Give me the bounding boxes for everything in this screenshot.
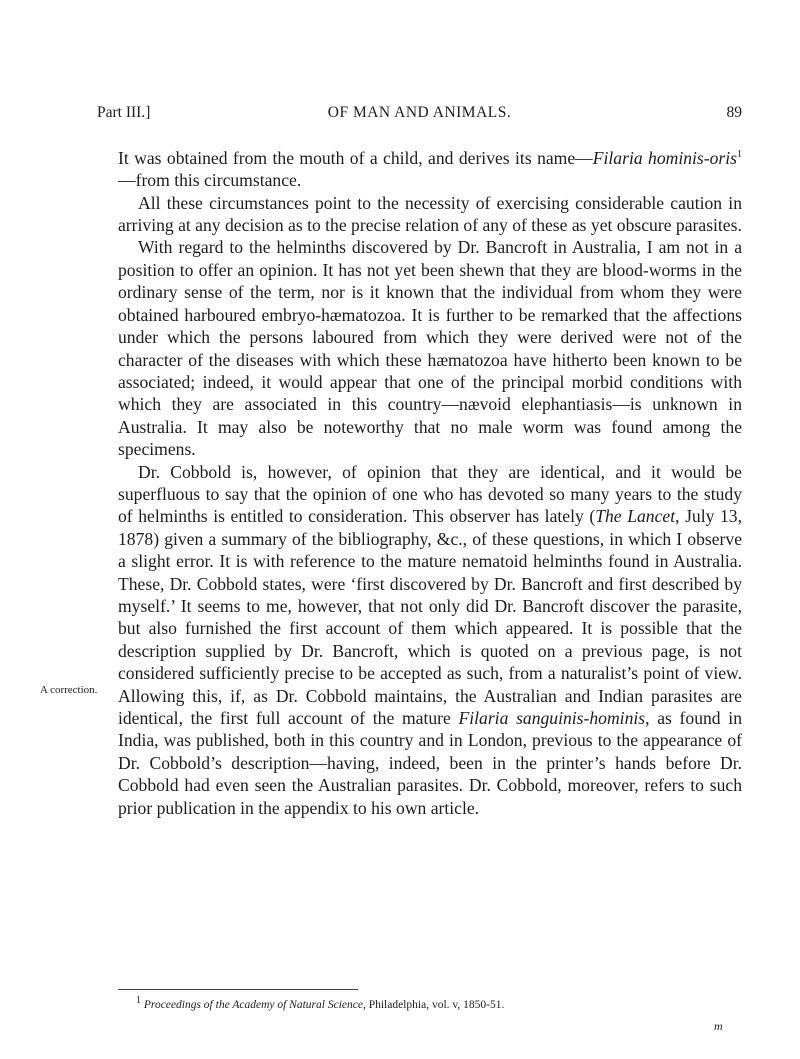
text-segment: , Philadelphia, vol. v, 1850-51. <box>362 998 505 1011</box>
footnote-text <box>144 999 505 1011</box>
paragraph <box>118 144 742 192</box>
signature-mark: m <box>714 1019 723 1033</box>
text-segment: All these circumstances point to the necessity of exercising considerable caution in arriving at any decision as to the precise relation of any of these as yet obscure parasites. <box>118 192 742 236</box>
italic-text: Filaria sanguinis-hominis <box>458 708 646 729</box>
text-segment: Dr. Cobbold is, however, of opinion that they are identical, and it would be superfluous to say that the opinion of one who has devoted so many years to the study of helminths is entitled to consideration. This observer has lately ( <box>118 461 742 527</box>
italic-text: The Lancet <box>595 506 676 527</box>
text-segment: —from this circumstance. <box>118 170 302 191</box>
footnote-rule <box>118 989 358 990</box>
running-header <box>97 104 742 128</box>
paragraph <box>118 192 742 237</box>
margin-note: A correction. <box>40 684 98 696</box>
text-segment: It was obtained from the mouth of a child, and derives its name— <box>118 147 593 168</box>
footnote-reference: 1 <box>737 149 742 160</box>
paragraph <box>118 461 742 820</box>
text-segment: , July 13, 1878) given a summary of the bibliography, &c., of these questions, in which I observe a slight error. It is with reference to the mature nematoid helminths found in Australia. These, Dr. Cobbold states, were ‘first discovered by Dr. Bancroft and first described by myself.’ It seems to me, however, that not only did Dr. Bancroft discover the parasite, but also furnished the first account of them which appeared. It is possible that the description supplied by Dr. Bancroft, which is quoted on a previous page, is not considered sufficiently precise to be accepted as such, from a naturalist’s point of view. Allowing this, if, as Dr. Cobbold maintains, the Australian and Indian parasites are identical, the first full account of the mature <box>118 506 742 729</box>
main-text <box>118 144 742 819</box>
italic-text: Filaria hominis-oris <box>592 147 737 168</box>
header-part: Part III.] <box>97 104 151 121</box>
header-title: OF MAN AND ANIMALS. <box>327 104 512 121</box>
text-segment: With regard to the helminths discovered by Dr. Bancroft in Australia, I am not in a position to offer an opinion. It has not yet been shewn that they are blood-worms in the ordinary sense of the term, nor is it known that the individual from whom they were obtained harboured embryo-hæmatozoa. It is further to be remarked that the affections under which the persons laboured from which they were derived were not of the character of the diseases with which these hæmatozoa have hitherto been known to be associated; indeed, it would appear that one of the principal morbid conditions with which they are associated in this country—nævoid elephantiasis—is unknown in Australia. It may also be noteworthy that no male worm was found among the specimens. <box>118 237 742 460</box>
italic-text: Proceedings of the Academy of Natural Science <box>143 998 363 1011</box>
text-segment: , as found in India, was published, both in this country and in London, previous to the appearance of Dr. Cobbold’s description—having, indeed, been in the printer’s hands before Dr. Cobbold had even seen the Australian parasites. Dr. Cobbold, moreover, refers to such prior publication in the appendix to his own article. <box>118 708 742 818</box>
page-number: 89 <box>726 104 742 121</box>
paragraph <box>118 236 742 460</box>
footnote-marker: 1 <box>136 995 141 1006</box>
footnote <box>136 995 746 1011</box>
